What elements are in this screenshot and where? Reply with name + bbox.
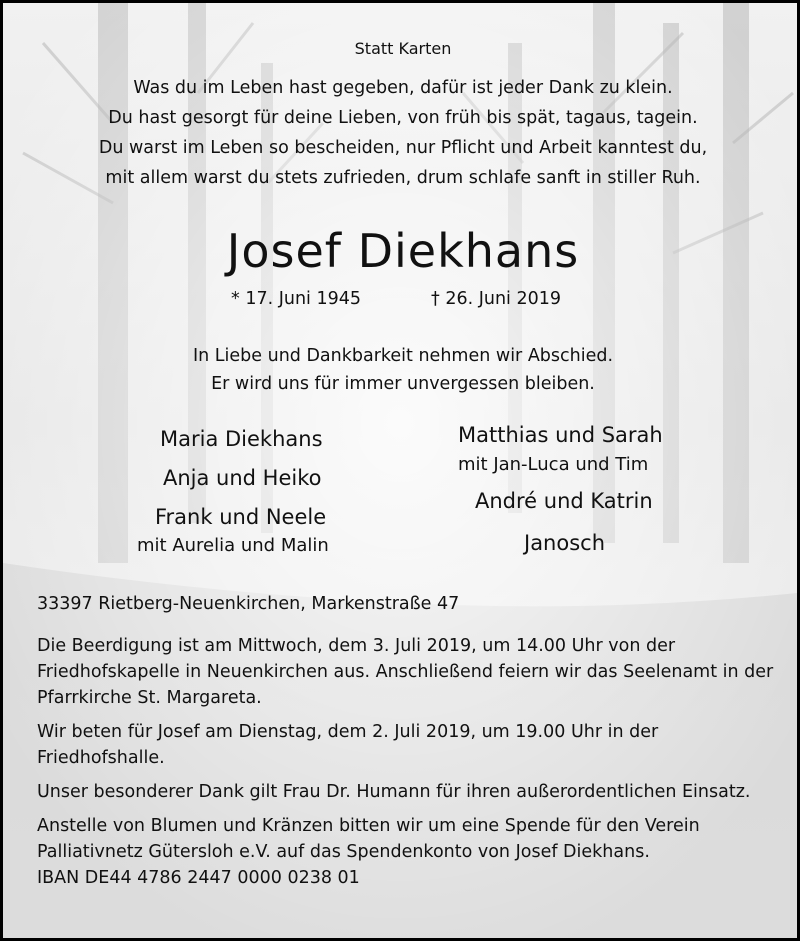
address: 33397 Rietberg-Neuenkirchen, Markenstraße 47 bbox=[37, 594, 460, 614]
death-date: † 26. Juni 2019 bbox=[431, 289, 562, 309]
family-member: Matthias und Sarah bbox=[458, 423, 663, 447]
family-member-children: mit Aurelia und Malin bbox=[137, 535, 329, 556]
farewell-line: Er wird uns für immer unvergessen bleiben. bbox=[211, 374, 595, 394]
poem-line: mit allem warst du stets zufrieden, drum schlafe sanft in stiller Ruh. bbox=[105, 168, 701, 188]
paragraph-prayer: Wir beten für Josef am Dienstag, dem 2. Juli 2019, um 19.00 Uhr in der Friedhofshalle. bbox=[37, 722, 659, 768]
family-member: Janosch bbox=[524, 531, 606, 555]
poem bbox=[3, 73, 800, 193]
family-member: Maria Diekhans bbox=[160, 427, 323, 451]
header-text: Statt Karten bbox=[354, 39, 452, 58]
poem-line: Du warst im Leben so bescheiden, nur Pflicht und Arbeit kanntest du, bbox=[98, 138, 708, 158]
family-member-children: mit Jan-Luca und Tim bbox=[458, 454, 649, 475]
service-info bbox=[37, 633, 777, 891]
farewell-text bbox=[3, 342, 800, 398]
farewell-line: In Liebe und Dankbarkeit nehmen wir Abschied. bbox=[192, 346, 614, 366]
paragraph-donation: Anstelle von Blumen und Kränzen bitten wir um eine Spende für den Verein Palliativnetz Gütersloh e.V. auf das Spendenkonto von Josef Diekhans. bbox=[37, 816, 700, 862]
family-member: Frank und Neele bbox=[155, 505, 327, 529]
paragraph-thanks: Unser besonderer Dank gilt Frau Dr. Humann für ihren außerordentlichen Einsatz. bbox=[37, 782, 751, 802]
iban: IBAN DE44 4786 2447 0000 0238 01 bbox=[37, 868, 360, 888]
family-member: Anja und Heiko bbox=[163, 466, 322, 490]
deceased-name: Josef Diekhans bbox=[226, 224, 580, 278]
family-member: André und Katrin bbox=[475, 489, 653, 513]
birth-date: * 17. Juni 1945 bbox=[231, 289, 362, 309]
poem-line: Du hast gesorgt für deine Lieben, von früh bis spät, tagaus, tagein. bbox=[108, 108, 698, 128]
poem-line: Was du im Leben hast gegeben, dafür ist jeder Dank zu klein. bbox=[133, 78, 673, 98]
paragraph-funeral: Die Beerdigung ist am Mittwoch, dem 3. Juli 2019, um 14.00 Uhr von der Friedhofskapelle in Neuenkirchen aus. Anschließend feiern wir das Seelenamt in der Pfarrkirche St. Margareta. bbox=[37, 636, 774, 708]
